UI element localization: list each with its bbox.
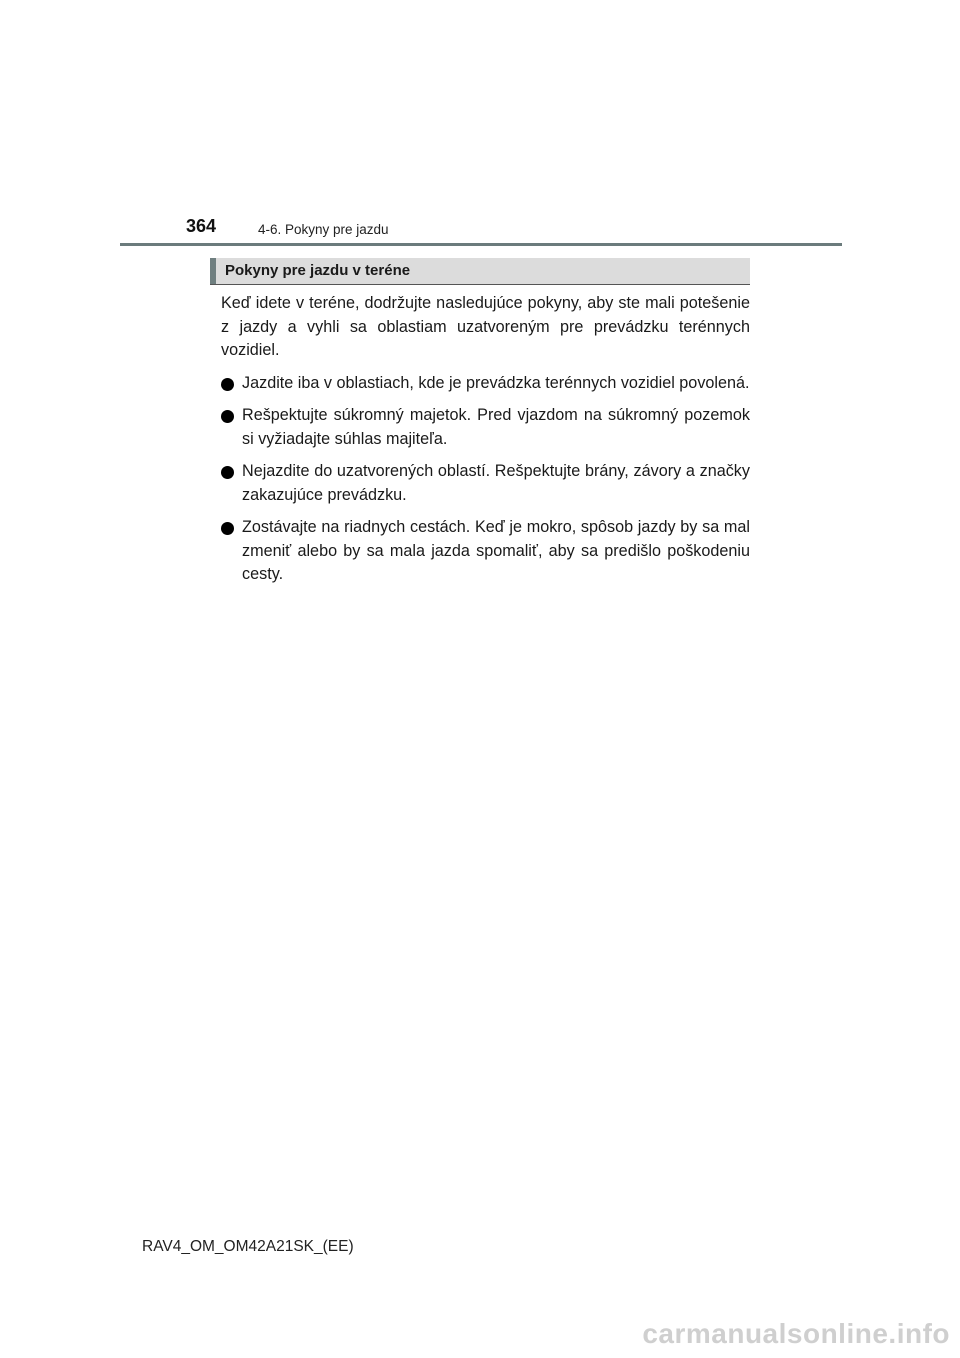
- watermark: carmanualsonline.info: [642, 1318, 950, 1349]
- header-rule: [120, 243, 842, 246]
- section-heading-bar: [210, 258, 750, 285]
- intro-paragraph: Keď idete v teréne, dodržujte nasledujúce pokyny, aby ste mali potešenie z jazdy a vyhli sa oblastiam uzatvoreným pre prevádzku terénnych vozidiel.: [221, 294, 750, 359]
- bullet-item: [221, 372, 750, 396]
- bullet-dot-icon: [221, 410, 234, 423]
- bullet-item: [221, 460, 750, 507]
- bullet-dot-icon: [221, 522, 234, 535]
- section-title: Pokyny pre jazdu v teréne: [225, 262, 411, 279]
- bullet-text: Nejazdite do uzatvorených oblastí. Rešpektujte brány, závory a značky zakazujúce prevádzku.: [242, 462, 750, 504]
- bullet-text: Zostávajte na riadnych cestách. Keď je mokro, spôsob jazdy by sa mal zmeniť alebo by sa mala jazda spomaliť, aby sa predišlo poškodeniu cesty.: [242, 518, 750, 583]
- page-number: 364: [186, 216, 217, 236]
- bullet-item: [221, 404, 750, 451]
- section-content: [221, 292, 750, 596]
- bullet-dot-icon: [221, 378, 234, 391]
- document-code: RAV4_OM_OM42A21SK_(EE): [142, 1238, 354, 1255]
- bullet-text: Jazdite iba v oblastiach, kde je prevádzka terénnych vozidiel povolená.: [242, 373, 750, 392]
- bullet-dot-icon: [221, 466, 234, 479]
- bullet-text: Rešpektujte súkromný majetok. Pred vjazdom na súkromný pozemok si vyžiadajte súhlas majiteľa.: [242, 406, 750, 448]
- section-heading-accent: [210, 258, 216, 284]
- section-reference: 4-6. Pokyny pre jazdu: [258, 222, 389, 237]
- bullet-item: [221, 516, 750, 587]
